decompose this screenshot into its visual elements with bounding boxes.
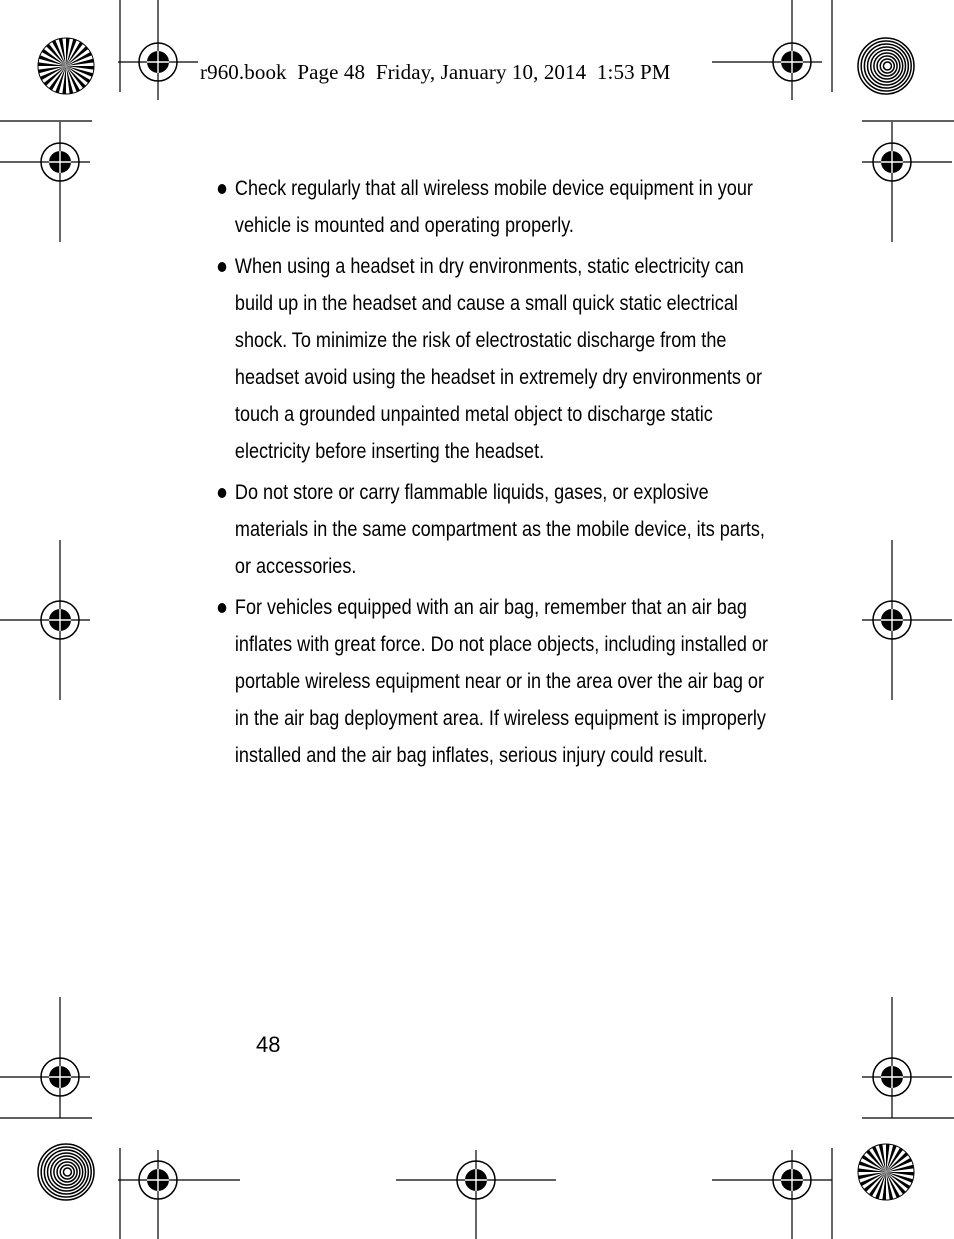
registration-mark-icon (862, 540, 952, 700)
registration-mark-icon (0, 997, 90, 1118)
bullet-icon (218, 603, 227, 613)
bullet-text: Check regularly that all wireless mobile device equipment in your vehicle is mounted and operating properly. (234, 177, 753, 237)
color-bar-starburst-icon (858, 1144, 914, 1200)
registration-mark-icon (862, 997, 952, 1118)
registration-mark-icon (712, 1150, 832, 1239)
registration-mark-icon (118, 1150, 240, 1239)
registration-mark-icon (712, 0, 822, 100)
bullet-item (216, 589, 775, 774)
bullet-item (216, 170, 775, 244)
bullet-item (216, 248, 775, 470)
bullet-text: Do not store or carry flammable liquids, gases, or explosive materials in the same compartment as the mobile device, its parts, or accessories. (234, 481, 765, 578)
registration-mark-icon (0, 122, 90, 242)
registration-mark-icon (0, 540, 90, 700)
bullet-text: For vehicles equipped with an air bag, remember that an air bag inflates with great force. Do not place objects, including installed or portable wireless equipment near or in the area over the air bag or in the air bag deployment area. If wireless equipment is improperly installed and the air bag inflates, serious injury could result. (234, 596, 768, 767)
bullet-text: When using a headset in dry environments, static electricity can build up in the headset and cause a small quick static electrical shock. To minimize the risk of electrostatic discharge from the headset avoid using the headset in extremely dry environments or touch a grounded unpainted metal object to discharge static electricity before inserting the headset. (234, 255, 762, 463)
bullet-icon (218, 488, 227, 498)
bullet-item (216, 474, 775, 585)
color-bar-starburst-icon (38, 38, 94, 94)
page-number: 48 (256, 1032, 281, 1057)
color-bar-starburst-icon (38, 1144, 94, 1200)
registration-mark-icon (862, 122, 952, 242)
bullet-icon (218, 184, 227, 194)
color-bar-starburst-icon (858, 38, 914, 94)
bullet-icon (218, 262, 227, 272)
registration-mark-icon (396, 1150, 556, 1239)
book-slug-header: r960.book Page 48 Friday, January 10, 2014 1:53 PM (200, 60, 671, 84)
registration-mark-icon (118, 0, 198, 100)
safety-bullet-list (216, 170, 772, 778)
